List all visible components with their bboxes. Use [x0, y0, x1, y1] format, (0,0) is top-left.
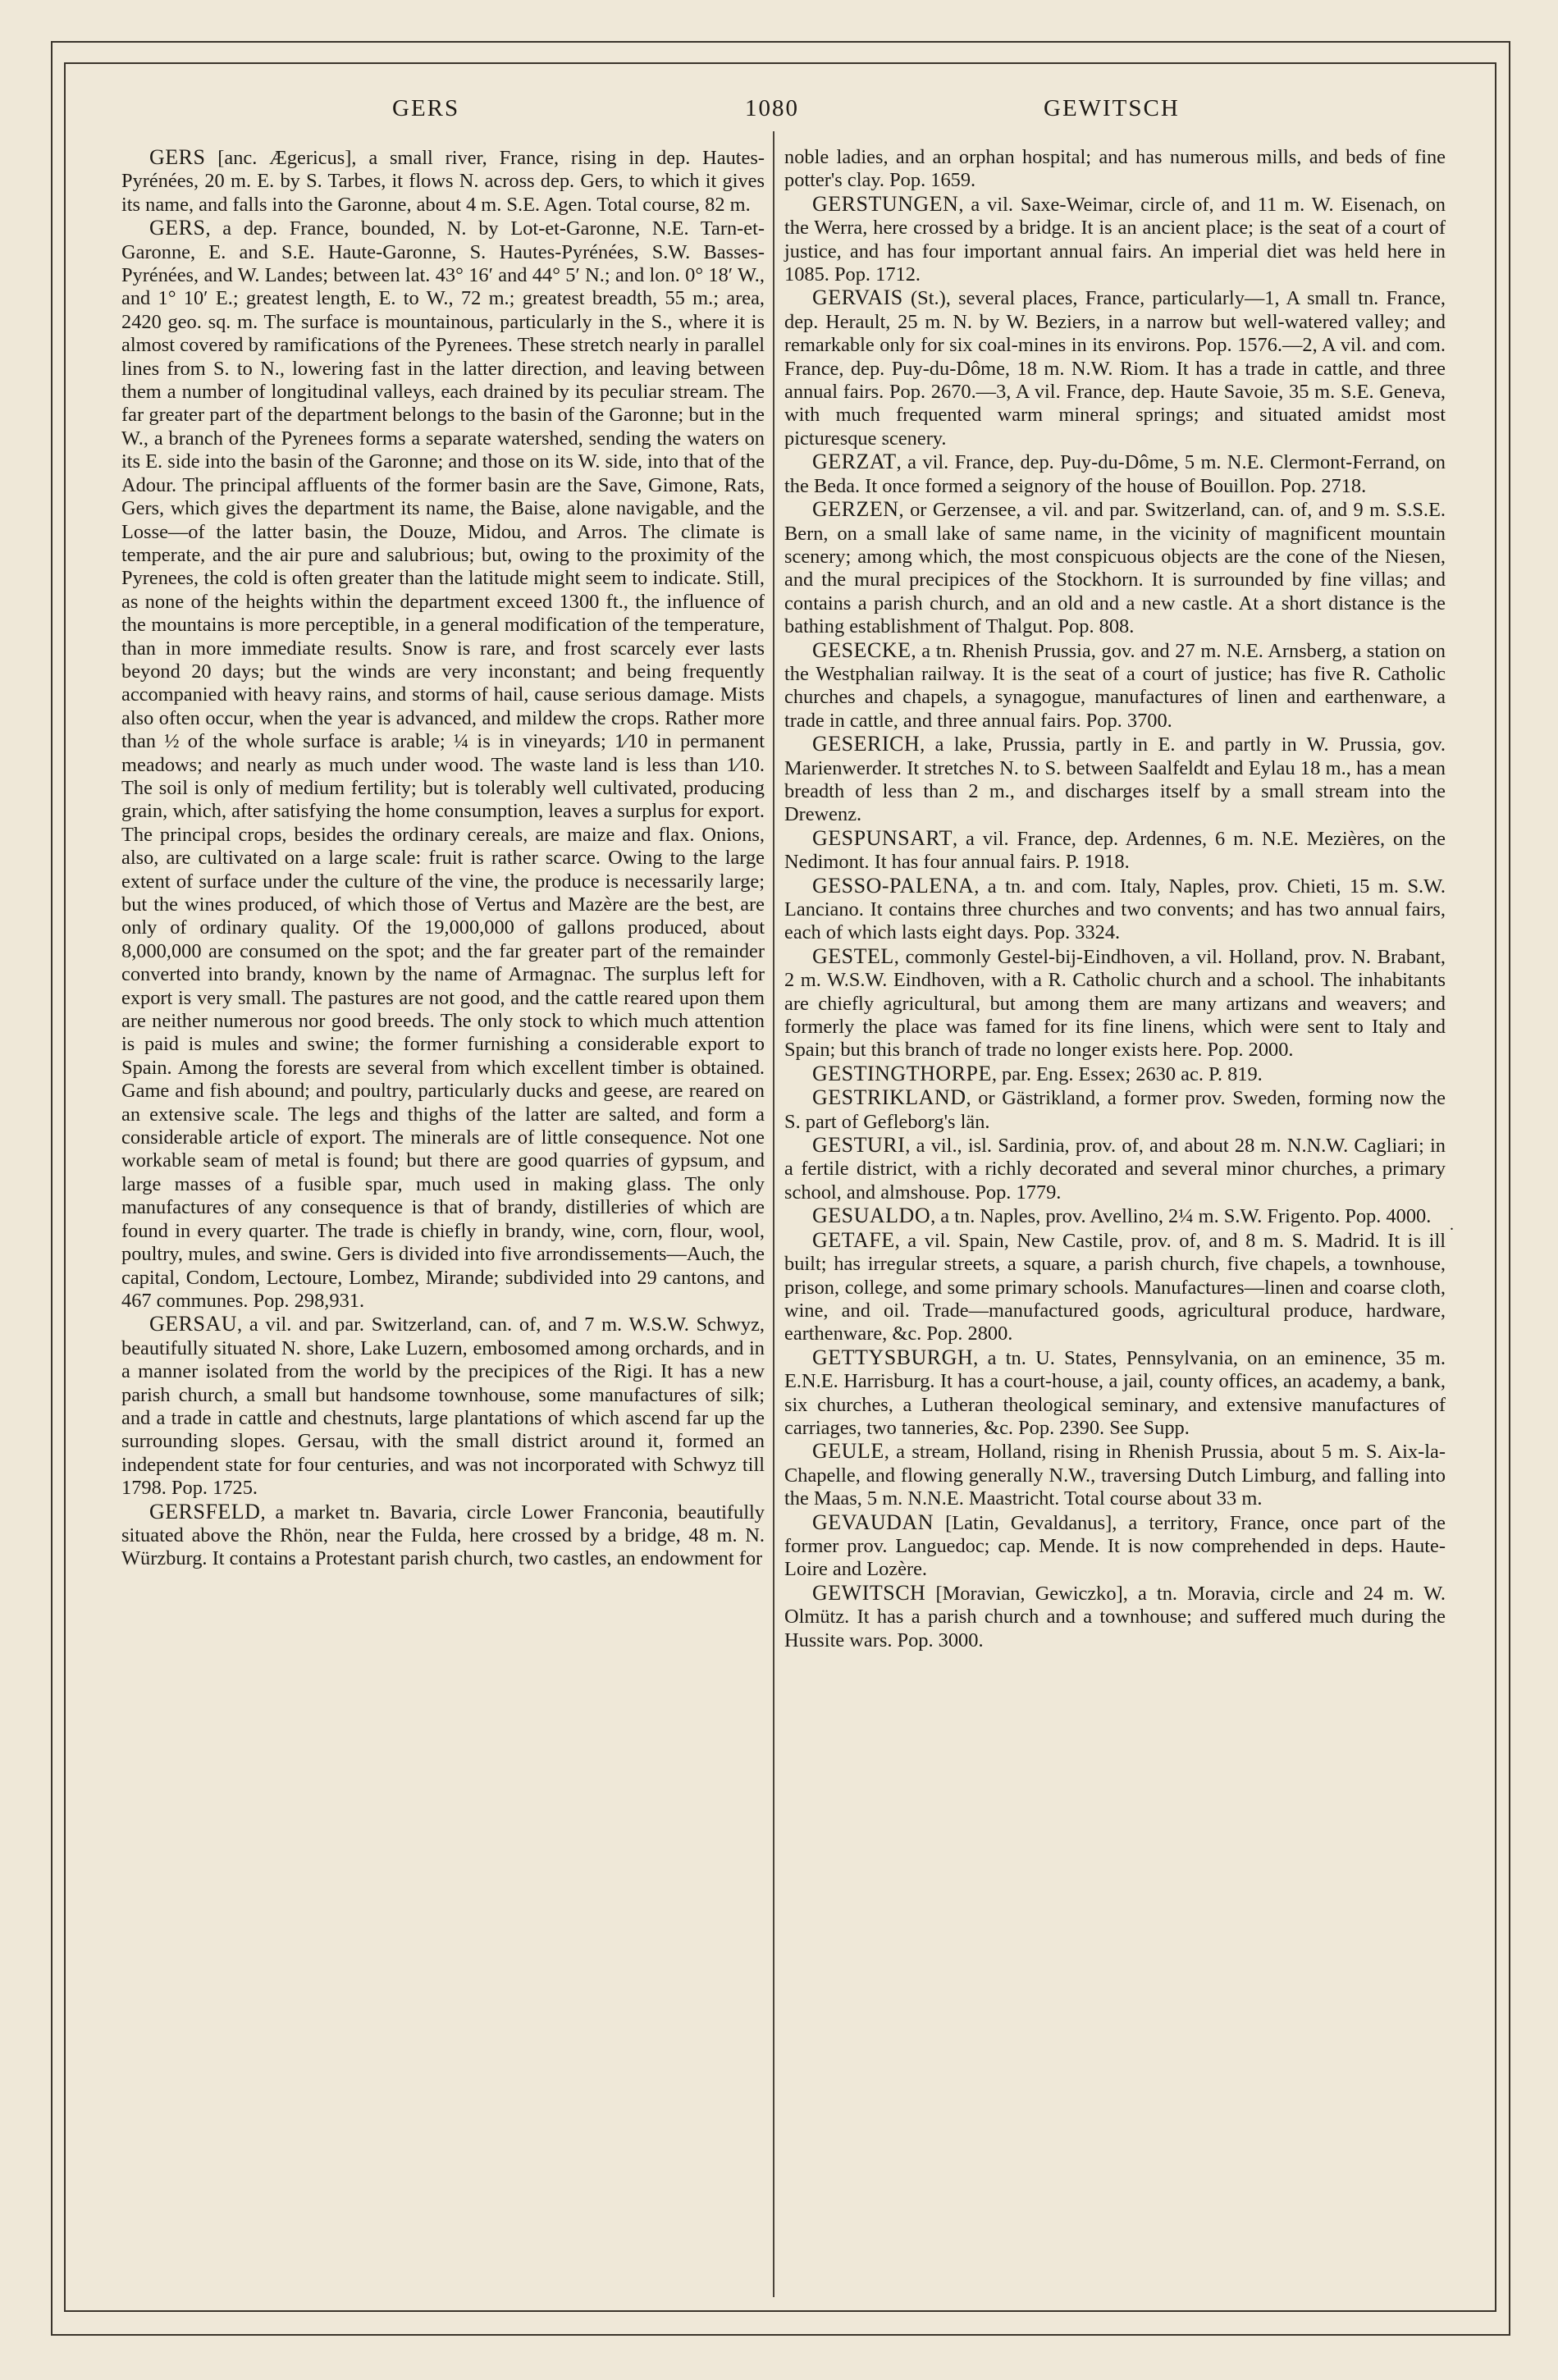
- gazetteer-entry: [784, 639, 1446, 733]
- gazetteer-entry: [784, 733, 1446, 827]
- entry-text: , a tn. Naples, prov. Avellino, 2¼ m. S.W. Frigento. Pop. 4000.: [930, 1205, 1432, 1228]
- gazetteer-entry: [784, 827, 1446, 875]
- entry-headword: GERVAIS: [812, 286, 903, 310]
- entry-headword: GERS: [149, 145, 206, 169]
- gazetteer-entry: [784, 1582, 1446, 1652]
- entry-text: [Moravian, Gewiczko], a tn. Moravia, circle and 24 m. W. Olmütz. It has a parish church and a townhouse; and suffered much during the Hussite wars. Pop. 3000.: [784, 1582, 1446, 1651]
- gazetteer-entry: [121, 217, 765, 1313]
- gazetteer-entry: [784, 1062, 1446, 1086]
- left-guide-word: GERS: [392, 95, 460, 121]
- gazetteer-entry: [784, 1346, 1446, 1441]
- entry-headword: GEVAUDAN: [812, 1510, 934, 1534]
- running-header: [74, 90, 1485, 131]
- gazetteer-entry: [784, 1440, 1446, 1510]
- page-number: 1080: [745, 95, 799, 121]
- entry-text: [Latin, Gevaldanus], a territory, France, once part of the former prov. Languedoc; cap. Mende. It is now comprehended in deps. Haute-Loire and Lozère.: [784, 1511, 1446, 1581]
- entry-headword: GESTEL: [812, 943, 894, 968]
- gazetteer-entry: [121, 1313, 765, 1500]
- gazetteer-entry: [784, 193, 1446, 287]
- entry-headword: GERZEN: [812, 497, 899, 522]
- gazetteer-entry: [784, 1086, 1446, 1134]
- entry-text: , or Gerzensee, a vil. and par. Switzerland, can. of, and 9 m. S.S.E. Bern, on a small lake of same name, in the vicinity of magnificent mountain scenery; among which, the most conspicuous objects are the cone of the Niesen, and the mural precipices of the Stockhorn. It is surrounded by fine villas; and contains a parish church, and an old and a new castle. At a short distance is the bathing establishment of Thalgut. Pop. 808.: [784, 499, 1446, 638]
- entry-headword: GERSTUNGEN: [812, 191, 959, 216]
- entry-text: , a tn. U. States, Pennsylvania, on an eminence, 35 m. E.N.E. Harrisburg. It has a court-house, a jail, county offices, an academy, a bank, six churches, a Lutheran theological seminary, and extensive manufactures of carriages, two tanneries, &c. Pop. 2390. See Supp.: [784, 1346, 1446, 1439]
- entry-headword: GERS: [149, 216, 206, 240]
- stray-mark: .: [1450, 1216, 1454, 1234]
- entry-headword: GESTINGTHORPE: [812, 1061, 992, 1085]
- gazetteer-entry: [784, 1229, 1446, 1346]
- entry-headword: GESSO-PALENA: [812, 873, 975, 898]
- entry-headword: GETTYSBURGH: [812, 1345, 974, 1369]
- entry-text: , a vil. and par. Switzerland, can. of, and 7 m. W.S.W. Schwyz, beautifully situated N. shore, Lake Luzern, embosomed among orchards, and in a manner isolated from the world by the precipices of the Rigi. It has a new parish church, a small but handsome townhouse, some manufactures of silk; and a trade in cattle and chestnuts, large plantations of which ascend far up the surrounding slopes. Gersau, with the small district around it, formed an independent state for four centuries, and was not incorporated with Schwyz till 1798. Pop. 1725.: [121, 1313, 765, 1500]
- right-guide-word: GEWITSCH: [1044, 95, 1180, 121]
- gazetteer-entry: [784, 1204, 1446, 1228]
- entry-text: [anc. Ægericus], a small river, France, rising in dep. Hautes-Pyrénées, 20 m. E. by S. Tarbes, it flows N. across dep. Gers, to which it gives its name, and falls into the Garonne, about 4 m. S.E. Agen. Total course, 82 m.: [121, 147, 765, 216]
- column-divider: [773, 131, 774, 2297]
- entry-text: , a vil. Spain, New Castile, prov. of, and 8 m. S. Madrid. It is ill built; has irregular streets, a square, a parish church, five chapels, a townhouse, prison, college, and some primary schools. Manufactures—linen and coarse cloth, wine, and oil. Trade—manufactured goods, agricultural produce, hardware, earthenware, &c. Pop. 2800.: [784, 1229, 1446, 1345]
- entry-headword: GESTURI: [812, 1133, 906, 1158]
- entry-headword: GESERICH: [812, 732, 921, 756]
- entry-text: , par. Eng. Essex; 2630 ac. P. 819.: [991, 1062, 1263, 1085]
- entry-text: , a tn. and com. Italy, Naples, prov. Chieti, 15 m. S.W. Lanciano. It contains three churches and two convents; and has two annual fairs, each of which lasts eight days. Pop. 3324.: [784, 875, 1446, 944]
- entry-text: , a stream, Holland, rising in Rhenish Prussia, about 5 m. S. Aix-la-Chapelle, and flowing generally N.W., traversing Dutch Limburg, and falling into the Maas, 5 m. N.N.E. Maastricht. Total course about 33 m.: [784, 1441, 1446, 1510]
- entry-headword: GESTRIKLAND: [812, 1085, 966, 1110]
- entry-text: noble ladies, and an orphan hospital; and has numerous mills, and beds of fine potter's clay. Pop. 1659.: [784, 146, 1446, 192]
- gazetteer-entry: [784, 875, 1446, 945]
- entry-headword: GESECKE: [812, 637, 911, 662]
- entry-text: , a market tn. Bavaria, circle Lower Franconia, beautifully situated above the Rhön, near the Fulda, here crossed by a bridge, 48 m. N. Würzburg. It contains a Protestant parish church, two castles, an endowment for: [121, 1501, 765, 1570]
- entry-headword: GERZAT: [812, 450, 897, 474]
- entry-text: , commonly Gestel-bij-Eindhoven, a vil. Holland, prov. N. Brabant, 2 m. W.S.W. Eindhoven, with a R. Catholic church and a school. The inhabitants are chiefly agricultural, but among them are many artizans and weavers; and formerly the place was famed for its fine linens, which were sent to Italy and Spain; but this branch of trade no longer exists here. Pop. 2000.: [784, 945, 1446, 1062]
- entry-headword: GERSAU: [149, 1312, 238, 1336]
- gazetteer-entry: [784, 498, 1446, 638]
- right-column: [784, 146, 1446, 1652]
- entry-text: , a vil., isl. Sardinia, prov. of, and about 28 m. N.N.W. Cagliari; in a fertile district, with a richly decorated and several minor churches, a primary school, and almshouse. Pop. 1779.: [784, 1135, 1446, 1204]
- entry-text: , a dep. France, bounded, N. by Lot-et-Garonne, N.E. Tarn-et-Garonne, E. and S.E. Haute-Garonne, S. Hautes-Pyrénées, S.W. Basses-Pyrénées, and W. Landes; between lat. 43° 16′ and 44° 5′ N.; and lon. 0° 18′ W., and 1° 10′ E.; greatest length, E. to W., 72 m.; greatest breadth, 55 m.; area, 2420 geo. sq. m. The surface is mountainous, particularly in the S., where it is almost covered by ramifications of the Pyrenees. These stretch nearly in parallel lines from S. to N., lowering fast in the latter direction, and leaving between them a number of longitudinal valleys, each drained by its peculiar stream. The far greater part of the department belongs to the basin of the Garonne; but in the W., a branch of the Pyrenees forms a separate watershed, sending the waters on its E. side into the basin of the Garonne; and those on its W. side, into that of the Adour. The principal affluents of the former basin are the Save, Gimone, Rats, Gers, which gives the department its name, the Baise, alone navigable, and the Losse—of the latter basin, the Douze, Midou, and Arros. The climate is temperate, and the air pure and salubrious; but, owing to the proximity of the Pyrenees, the cold is often greater than the latitude might seem to indicate. Still, as none of the heights within the department exceed 1300 ft., the influence of the mountains is more perceptible, in a general modification of the temperature, than in more immediate results. Snow is rare, and frost scarcely ever lasts beyond 20 days; but the winds are very inconstant; and being frequently accompanied with heavy rains, and storms of hail, cause serious damage. Mists also often occur, when the year is advanced, and mildew the crops. Rather more than ½ of the whole surface is arable; ¼ is in vineyards; 1⁄10 in permanent meadows; and nearly as much under wood. The waste land is less than 1⁄10. The soil is only of medium fertility; but is tolerably well cultivated, producing grain, which, after satisfying the home consumption, leaves a surplus for export. The principal crops, besides the ordinary cereals, are maize and flax. Onions, also, are cultivated on a large scale: fruit is rather scarce. Owing to the large extent of surface under the culture of the vine, the produce is necessarily large; but the wines produced, of which those of Vertus and Mazère are the best, are only of ordinary quality. Of the 19,000,000 of gallons produced, about 8,000,000 are consumed on the spot; and the far greater part of the remainder converted into brandy, known by the name of Armagnac. The surplus left for export is very small. The pastures are not good, and the cattle reared upon them are neither numerous nor good breeds. The only stock to which much attention is paid is mules and swine; the former furnishing a considerable export to Spain. Among the forests are several from which excellent timber is obtained. Game and fish abound; and poultry, particularly ducks and geese, are reared on an extensive scale. The legs and thighs of the latter are salted, and form a considerable article of export. The minerals are of little consequence. Not one workable seam of metal is found; but there are good quarries of gypsum, and large masses of a fusible spar, much used in making glass. The only manufactures of any consequence is that of brandy, distilleries of which are found in every quarter. The trade is chiefly in brandy, wine, corn, flour, wool, poultry, mules, and swine. Gers is divided into five arrondissements—Auch, the capital, Condom, Lectoure, Lombez, Mirande; subdivided into 29 cantons, and 467 communes. Pop. 298,931.: [121, 217, 765, 1312]
- entry-headword: GEWITSCH: [812, 1580, 926, 1605]
- entry-text: , or Gästrikland, a former prov. Sweden, forming now the S. part of Gefleborg's län.: [784, 1087, 1446, 1133]
- gazetteer-entry: [121, 1501, 765, 1571]
- entry-headword: GERSFELD: [149, 1499, 261, 1523]
- entry-text: (St.), several places, France, particularly—1, A small tn. France, dep. Herault, 25 m. N. by W. Beziers, in a narrow but well-watered valley; and remarkable only for six coal-mines in its environs. Pop. 1576.—2, A vil. and com. France, dep. Puy-du-Dôme, 18 m. N.W. Riom. It has a trade in cattle, and three annual fairs. Pop. 2670.—3, A vil. France, dep. Haute Savoie, 35 m. S.E. Geneva, with much frequented warm mineral springs; and situated amidst most picturesque scenery.: [784, 287, 1446, 450]
- gazetteer-entry: [784, 146, 1446, 193]
- entry-headword: GETAFE: [812, 1227, 895, 1252]
- entry-text: , a vil. France, dep. Ardennes, 6 m. N.E. Mezières, on the Nedimont. It has four annual fairs. P. 1918.: [784, 827, 1446, 874]
- gazetteer-entry: [784, 945, 1446, 1062]
- entry-text: , a vil. France, dep. Puy-du-Dôme, 5 m. N.E. Clermont-Ferrand, on the Beda. It once formed a seignory of the house of Bouillon. Pop. 2718.: [784, 451, 1446, 497]
- entry-text: , a vil. Saxe-Weimar, circle of, and 11 m. W. Eisenach, on the Werra, here crossed by a bridge. It is an ancient place; is the seat of a court of justice, and has four important annual fairs. An imperial diet was held here in 1085. Pop. 1712.: [784, 193, 1446, 286]
- entry-text: , a lake, Prussia, partly in E. and partly in W. Prussia, gov. Marienwerder. It stretches N. to S. between Saalfeldt and Eylau 18 m., has a mean breadth of less than 2 m., and discharges itself by a small stream into the Drewenz.: [784, 733, 1446, 826]
- gazetteer-entry: [784, 286, 1446, 450]
- entry-headword: GESUALDO: [812, 1204, 931, 1228]
- gazetteer-entry: [784, 1511, 1446, 1582]
- left-column: [121, 146, 765, 1571]
- gazetteer-entry: [121, 146, 765, 217]
- gazetteer-entry: [784, 1134, 1446, 1204]
- gazetteer-entry: [784, 450, 1446, 498]
- entry-headword: GEULE: [812, 1439, 884, 1464]
- entry-text: , a tn. Rhenish Prussia, gov. and 27 m. N.E. Arnsberg, a station on the Westphalian railway. It is the seat of a court of justice; has five R. Catholic churches and chapels, a synagogue, manufactures of linen and earthenware, a trade in cattle, and three annual fairs. Pop. 3700.: [784, 639, 1446, 732]
- entry-headword: GESPUNSART: [812, 825, 953, 850]
